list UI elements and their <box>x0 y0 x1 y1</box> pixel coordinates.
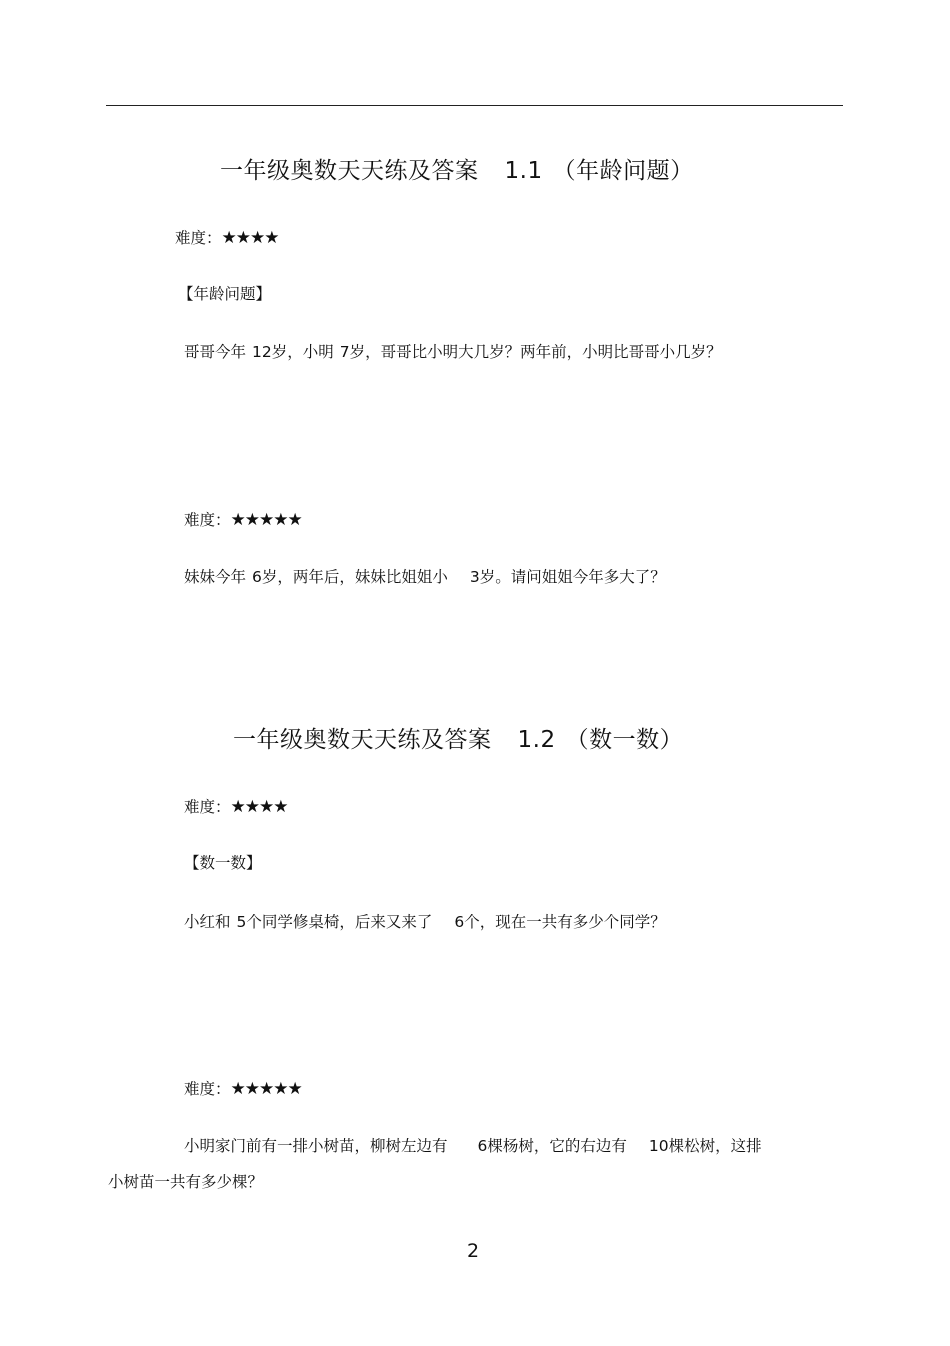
section-1-q1-difficulty <box>175 226 278 248</box>
section-1-title-number: 1.1 <box>504 158 543 184</box>
q-text-part: 3岁。请问姐姐今年多大了？ <box>469 568 666 586</box>
section-2-q1-tag: 【数一数】 <box>184 854 262 872</box>
difficulty-label: 难度： <box>184 798 231 816</box>
difficulty-label: 难度： <box>184 511 231 529</box>
section-1-title-topic: （年龄问题） <box>552 158 694 184</box>
difficulty-stars: ★★★★★ <box>230 510 302 530</box>
section-1-q2-difficulty <box>184 508 302 530</box>
q-text-part: 12岁，小明 <box>252 343 334 361</box>
section-2-title-main: 一年级奥数天天练及答案 <box>233 727 492 753</box>
section-2-q2-text-line1 <box>184 1134 762 1156</box>
q-text-part: 小明家门前有一排小树苗，柳树左边有 <box>184 1137 448 1155</box>
q-text-part: 6棵杨树，它的右边有 <box>477 1137 627 1155</box>
difficulty-stars: ★★★★★ <box>230 1079 302 1099</box>
page-number: 2 <box>467 1240 480 1262</box>
section-2-q1-text <box>184 910 666 932</box>
section-1-q1-text <box>184 340 722 362</box>
q-text-part: 哥哥今年 <box>184 343 247 361</box>
q-text-part: 5个同学修桌椅，后来又来了 <box>236 913 433 931</box>
section-2-q1-difficulty <box>184 795 287 817</box>
section-2-q2-text-line2: 小树苗一共有多少棵？ <box>108 1173 264 1191</box>
section-2-title-topic: （数一数） <box>565 727 684 753</box>
section-1-title-main: 一年级奥数天天练及答案 <box>220 158 479 184</box>
difficulty-stars: ★★★★ <box>221 228 279 248</box>
difficulty-label: 难度： <box>184 1080 231 1098</box>
section-1-q1-tag: 【年龄问题】 <box>178 285 272 303</box>
section-2-title-number: 1.2 <box>517 727 556 753</box>
difficulty-stars: ★★★★ <box>230 797 288 817</box>
q-text-part: 小红和 <box>184 913 231 931</box>
q-text-part: 妹妹今年 <box>184 568 247 586</box>
section-2-title <box>233 721 683 754</box>
q-text-part: 6个，现在一共有多少个同学？ <box>454 913 666 931</box>
section-1-title <box>220 152 694 185</box>
section-1-q2-text <box>184 565 666 587</box>
q-text-part: 7岁，哥哥比小明大几岁？两年前，小明比哥哥小几岁？ <box>339 343 722 361</box>
q-text-part: 6岁，两年后，妹妹比姐姐小 <box>252 568 448 586</box>
header-rule <box>106 105 843 106</box>
difficulty-label: 难度： <box>175 229 222 247</box>
q-text-part: 10棵松树，这排 <box>648 1137 762 1155</box>
section-2-q2-difficulty <box>184 1077 302 1099</box>
